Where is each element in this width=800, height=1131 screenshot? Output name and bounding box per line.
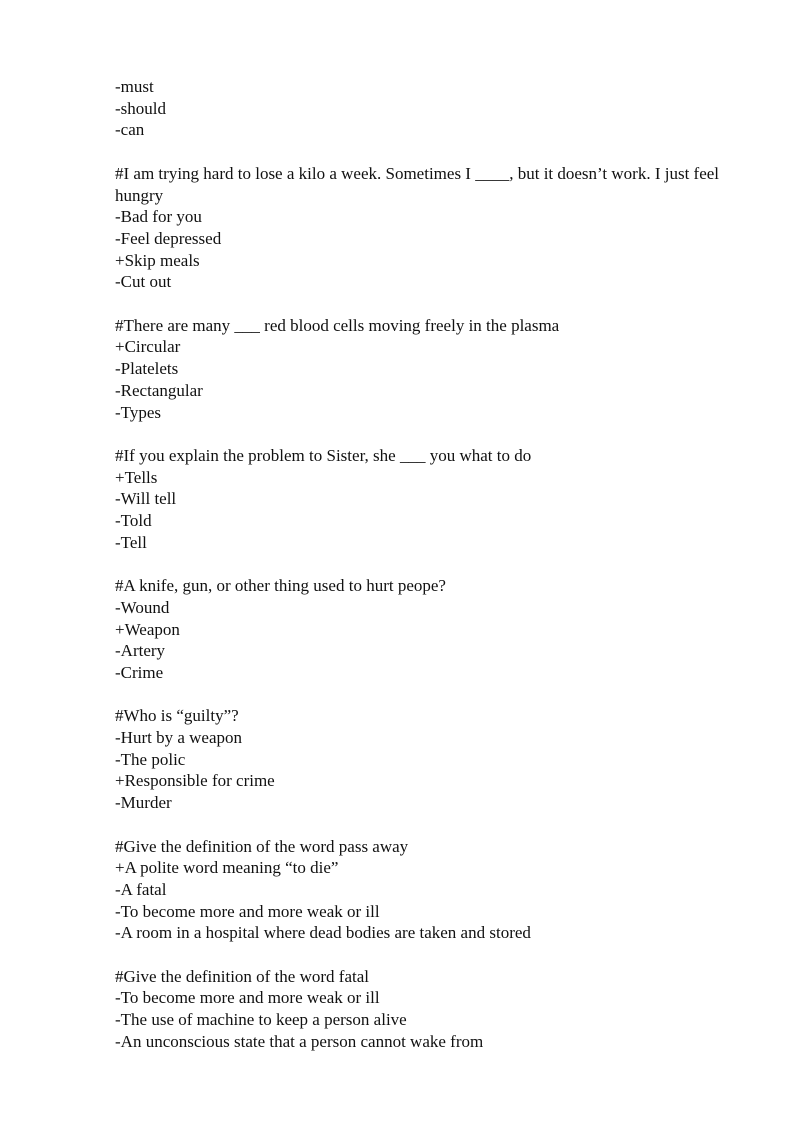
option-text: -Cut out <box>115 272 172 292</box>
question-text: #Give the definition of the word pass away <box>115 836 409 856</box>
question-block <box>115 445 730 554</box>
question-text: #Give the definition of the word fatal <box>115 966 369 986</box>
option-text: +Tells <box>115 467 158 487</box>
option-text: -To become more and more weak or ill <box>115 901 380 921</box>
option-text: +Weapon <box>115 619 180 639</box>
option-text: +Responsible for crime <box>115 771 275 791</box>
question-text: #Who is “guilty”? <box>115 706 239 726</box>
option-text: -Murder <box>115 793 172 813</box>
question-block <box>115 575 730 684</box>
option-text: -Crime <box>115 662 164 682</box>
option-text: +Skip meals <box>115 250 200 270</box>
option-text: -Rectangular <box>115 380 203 400</box>
option-text: -An unconscious state that a person cannot wake from <box>115 1031 484 1051</box>
option-text: -Tell <box>115 532 147 552</box>
question-text: #If you explain the problem to Sister, she ___ you what to do <box>115 445 532 465</box>
option-text: -The use of machine to keep a person alive <box>115 1010 407 1030</box>
option-text: -Platelets <box>115 359 179 379</box>
option-text: -can <box>115 120 145 140</box>
question-block <box>115 966 730 1053</box>
question-block <box>115 836 730 945</box>
option-text: -Will tell <box>115 489 177 509</box>
option-text: -To become more and more weak or ill <box>115 988 380 1008</box>
document-page <box>115 76 730 1074</box>
option-text: -Artery <box>115 641 166 661</box>
question-text: #A knife, gun, or other thing used to hurt peope? <box>115 576 446 596</box>
option-text: -must <box>115 77 154 96</box>
option-text: -Bad for you <box>115 207 202 227</box>
option-text: -Wound <box>115 597 170 617</box>
question-block <box>115 315 730 424</box>
option-text: -A fatal <box>115 879 167 899</box>
option-text: -A room in a hospital where dead bodies are taken and stored <box>115 923 531 943</box>
option-text: -Feel depressed <box>115 228 222 248</box>
option-text: -The polic <box>115 749 186 769</box>
question-text: #I am trying hard to lose a kilo a week. Sometimes I ____, but it doesn’t work. I just feel hungry <box>115 163 724 205</box>
option-text: -Hurt by a weapon <box>115 728 242 748</box>
question-block <box>115 163 730 293</box>
option-text: -should <box>115 98 166 118</box>
question-block <box>115 705 730 814</box>
option-text: -Told <box>115 511 152 531</box>
question-text: #There are many ___ red blood cells moving freely in the plasma <box>115 315 560 335</box>
option-text: +A polite word meaning “to die” <box>115 858 339 878</box>
question-block <box>115 76 730 141</box>
option-text: +Circular <box>115 337 181 357</box>
option-text: -Types <box>115 402 162 422</box>
